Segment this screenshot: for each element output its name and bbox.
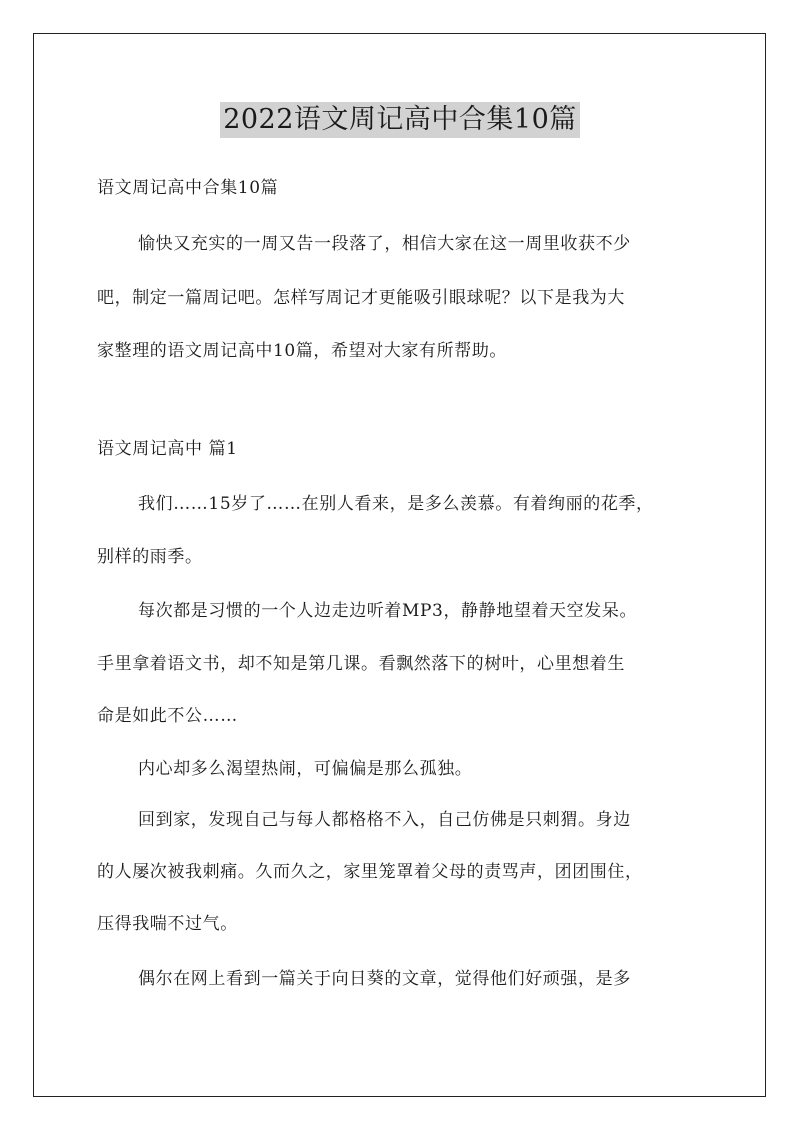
body-line: 偶尔在网上看到一篇关于向日葵的文章，觉得他们好顽强，是多	[138, 969, 631, 989]
body-line: 别样的雨季。	[97, 547, 203, 567]
body-line: 回到家，发现自己与每人都格格不入，自己仿佛是只刺猬。身边	[138, 810, 631, 830]
body-line: 的人屡次被我刺痛。久而久之，家里笼罩着父母的责骂声，团团围住，	[97, 862, 643, 882]
title-container	[0, 102, 800, 138]
document-subtitle: 语文周记高中合集10篇	[97, 178, 279, 198]
intro-line: 吧，制定一篇周记吧。怎样写周记才更能吸引眼球呢？以下是我为大	[97, 288, 625, 308]
body-line: 内心却多么渴望热闹，可偏偏是那么孤独。	[138, 759, 473, 779]
document-title: 2022语文周记高中合集10篇	[220, 102, 580, 138]
body-line: 压得我喘不过气。	[97, 914, 238, 934]
body-line: 命是如此不公……	[97, 706, 238, 726]
intro-line: 家整理的语文周记高中10篇，希望对大家有所帮助。	[97, 341, 508, 361]
intro-line: 愉快又充实的一周又告一段落了，相信大家在这一周里收获不少	[138, 234, 631, 254]
body-line: 每次都是习惯的一个人边走边听着MP3，静静地望着天空发呆。	[138, 601, 638, 621]
body-line: 我们……15岁了……在别人看来，是多么羡慕。有着绚丽的花季，	[138, 494, 654, 514]
body-line: 手里拿着语文书，却不知是第几课。看飘然落下的树叶，心里想着生	[97, 654, 625, 674]
section-heading: 语文周记高中 篇1	[97, 439, 238, 459]
